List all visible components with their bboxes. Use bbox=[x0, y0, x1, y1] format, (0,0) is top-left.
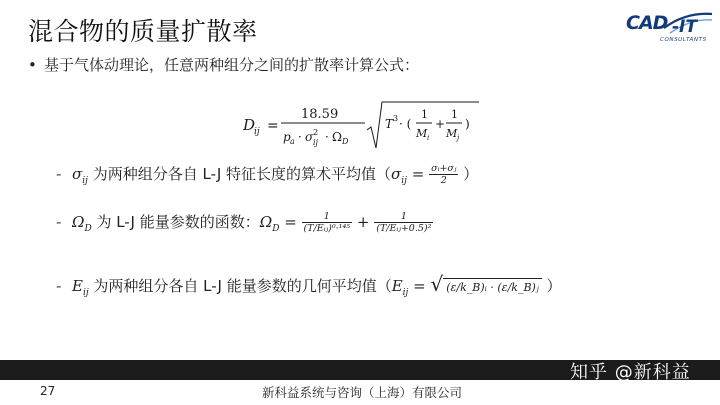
svg-text:M: M bbox=[416, 127, 428, 140]
svg-text:i: i bbox=[427, 134, 430, 142]
diffusivity-formula bbox=[243, 98, 483, 154]
svg-text:·: · bbox=[298, 130, 302, 144]
omega-term2-fraction: $\frac{1}{\text{(T/Eᵢⱼ+0.5)²}}$ bbox=[376, 211, 432, 234]
sqrt-symbol-icon: √ bbox=[430, 272, 444, 296]
svg-text:M: M bbox=[446, 127, 458, 140]
energy-sqrt-body: (ε/k_B)ᵢ · (ε/k_B)ⱼ bbox=[443, 278, 542, 296]
svg-text:T: T bbox=[385, 117, 394, 131]
list-item-sigma: - $\sigma_{ij}$ 为两种组分各自 L-J 特征长度的算术平均值（$\sigma_{ij}$ = $\frac{\text{σᵢ+σⱼ}}{2}$ ） bbox=[56, 163, 479, 186]
svg-text:σ: σ bbox=[305, 130, 314, 144]
sigma-fraction: $\frac{\text{σᵢ+σⱼ}}{2}$ bbox=[431, 163, 457, 186]
svg-text:p: p bbox=[283, 130, 291, 144]
svg-text:j: j bbox=[457, 134, 460, 142]
svg-text:a: a bbox=[290, 137, 295, 146]
svg-text:1: 1 bbox=[451, 108, 458, 121]
formula-numerator: 18.59 bbox=[301, 107, 339, 122]
svg-text:): ) bbox=[465, 117, 470, 131]
omega-term1-fraction: $\frac{1}{\text{(T/Eᵢⱼ)⁰·¹⁴⁵}}$ bbox=[303, 211, 351, 234]
list-item-energy: - $E_{ij}$ 为两种组分各自 L-J 能量参数的几何平均值（$E_{ij}$ = √ (ε/k_B)ᵢ · (ε/k_B)ⱼ ） bbox=[56, 272, 562, 298]
list-item-omega: - $\Omega_D$ 为 L-J 能量参数的函数：$\Omega_D$ = $\frac{1}{\text{(T/Eᵢⱼ)⁰·¹⁴⁵}}$ + $\frac{1}{\text{(T/Eᵢⱼ+0.5)²}}$ bbox=[56, 211, 432, 234]
logo-subtext: CONSULTANTS bbox=[660, 37, 707, 43]
svg-text:·: · bbox=[325, 130, 329, 144]
page-number: 27 bbox=[40, 384, 56, 398]
svg-text:3: 3 bbox=[393, 114, 399, 123]
svg-text:+: + bbox=[435, 117, 446, 131]
formula-lhs: D bbox=[243, 116, 256, 134]
company-name: 新科益系统与咨询（上海）有限公司 bbox=[262, 385, 463, 400]
formula-lhs-sub: ij bbox=[254, 127, 260, 137]
slide-title: 混合物的质量扩散率 bbox=[28, 17, 258, 46]
svg-text:D: D bbox=[342, 137, 349, 146]
svg-text:-IT: -IT bbox=[672, 17, 697, 37]
bullet-intro bbox=[28, 54, 419, 75]
logo-text: CAD bbox=[626, 12, 668, 34]
svg-text:Ω: Ω bbox=[332, 130, 342, 144]
watermark: 知乎 @新科益 bbox=[570, 362, 691, 383]
svg-text:ij: ij bbox=[313, 138, 319, 147]
bullet-dot-icon: • bbox=[28, 56, 37, 74]
svg-text:1: 1 bbox=[421, 108, 428, 121]
bullet-text: 基于气体动理论，任意两种组分之间的扩散率计算公式： bbox=[44, 56, 420, 74]
svg-text:· (: · ( bbox=[399, 117, 412, 131]
company-logo bbox=[626, 6, 714, 46]
svg-text:2: 2 bbox=[313, 128, 319, 137]
svg-text:=: = bbox=[267, 118, 279, 134]
